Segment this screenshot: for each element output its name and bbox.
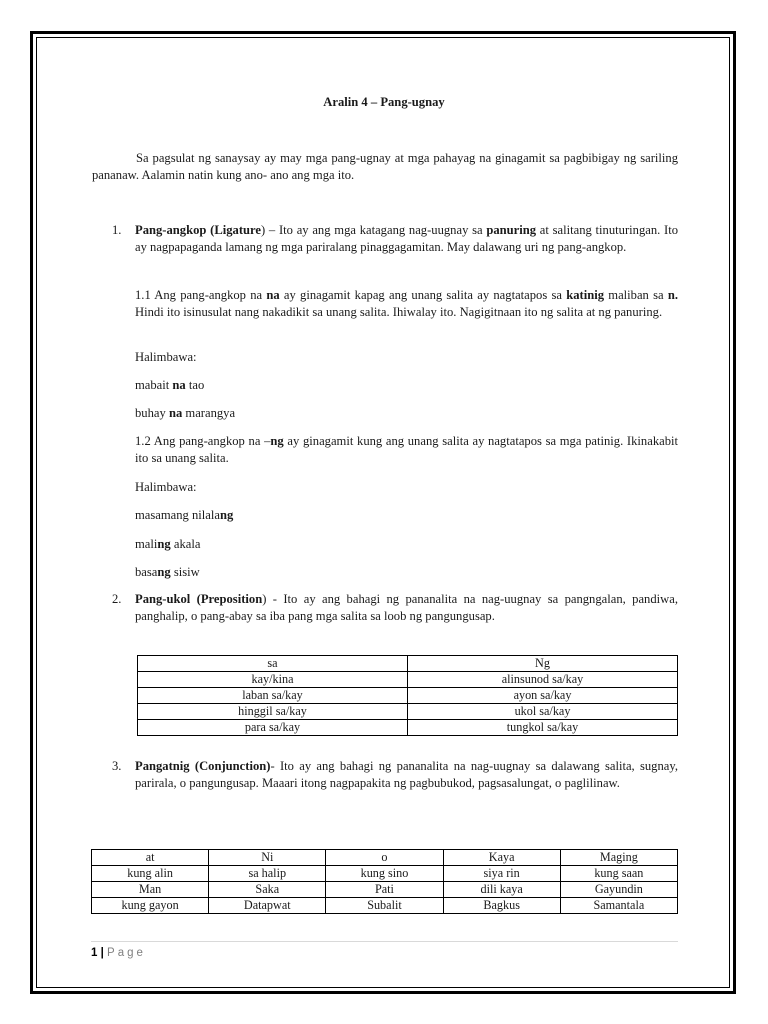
table-cell: alinsunod sa/kay	[408, 672, 678, 688]
pangatnig-table	[91, 849, 678, 914]
list-item-pang-ukol: 2. Pang-ukol (Preposition) - Ito ay ang bahagi ng pananalita na nag-uugnay sa pangngalan, pandiwa, panghalip, o pang-abay sa iba pang mga salita sa loob ng pangungusap.	[112, 592, 678, 623]
table-cell: kung alin	[92, 866, 209, 882]
table-cell: o	[326, 850, 443, 866]
table-cell: siya rin	[443, 866, 560, 882]
table-cell: Saka	[209, 882, 326, 898]
table-row	[138, 672, 678, 688]
subsection-1-2: 1.2 Ang pang-angkop na –ng ay ginagamit kung ang unang salita ay nagtatapos sa mga patinig. Ikinakabit ito sa unang salita.	[135, 434, 678, 465]
example-label: Halimbawa:	[135, 350, 197, 364]
page-label: Page	[107, 947, 146, 959]
table-row	[138, 688, 678, 704]
table-cell: ukol sa/kay	[408, 704, 678, 720]
table-cell: laban sa/kay	[138, 688, 408, 704]
lesson-title: Aralin 4 – Pang-ugnay	[323, 95, 445, 109]
table-cell: Subalit	[326, 898, 443, 914]
table-cell: kay/kina	[138, 672, 408, 688]
table-row	[92, 850, 678, 866]
table-cell: at	[92, 850, 209, 866]
table-cell: para sa/kay	[138, 720, 408, 736]
table-cell: Ng	[408, 656, 678, 672]
table-cell: sa	[138, 656, 408, 672]
table-cell: hinggil sa/kay	[138, 704, 408, 720]
list-number: 3.	[112, 759, 122, 773]
list-item-pang-angkop: 1. Pang-angkop (Ligature) – Ito ay ang mga katagang nag-uugnay sa panuring at salitang tinuturingan. Ito ay nagpapaganda lamang ng mga pariralang pinaggagamitan. May dalawang uri ng pang-angkop.	[112, 223, 679, 254]
table-row	[92, 898, 678, 914]
table-cell: Ni	[209, 850, 326, 866]
table-row	[138, 704, 678, 720]
table-cell: Maging	[560, 850, 677, 866]
term-pang-ukol: Pang-ukol (Preposition	[135, 592, 263, 606]
table-cell: kung sino	[326, 866, 443, 882]
table-cell: ayon sa/kay	[408, 688, 678, 704]
pang-ukol-table	[137, 655, 678, 736]
example-label: Halimbawa:	[135, 480, 197, 494]
term-pang-angkop: Pang-angkop (Ligature	[135, 223, 261, 237]
table-cell: Samantala	[560, 898, 677, 914]
page-number: 1	[91, 947, 98, 959]
term-pangatnig: Pangatnig (Conjunction)	[135, 759, 271, 773]
table-cell: Pati	[326, 882, 443, 898]
table-row	[138, 656, 678, 672]
bold-panuring: panuring	[486, 223, 537, 237]
example-line: buhay na marangya	[135, 406, 236, 420]
table-cell: kung gayon	[92, 898, 209, 914]
table-cell: Datapwat	[209, 898, 326, 914]
table-row	[138, 720, 678, 736]
intro-paragraph: Sa pagsulat ng sanaysay ay may mga pang-ugnay at mga pahayag na ginagamit sa pagbibigay ng sariling pananaw. Aalamin natin kung ano- ano ang mga ito.	[92, 151, 678, 182]
example-line: mabait na tao	[135, 378, 205, 392]
table-cell: Bagkus	[443, 898, 560, 914]
example-line: masamang nilalang	[135, 508, 234, 522]
footer-divider	[91, 941, 678, 942]
list-number: 1.	[112, 223, 122, 237]
table-cell: tungkol sa/kay	[408, 720, 678, 736]
subsection-1-1: 1.1 Ang pang-angkop na na ay ginagamit kapag ang unang salita ay nagtatapos sa katinig maliban sa n. Hindi ito isinusulat nang nakadikit sa unang salita. Ihiwalay ito. Nagigitnaan ito ng salita at ng panuring.	[135, 288, 678, 319]
table-cell: Kaya	[443, 850, 560, 866]
footer-separator: |	[100, 947, 104, 959]
table-cell: dili kaya	[443, 882, 560, 898]
page-footer	[91, 945, 146, 962]
table-cell: kung saan	[560, 866, 677, 882]
example-line: maling akala	[135, 537, 201, 551]
example-line: basang sisiw	[135, 565, 200, 579]
table-cell: Man	[92, 882, 209, 898]
list-number: 2.	[112, 592, 122, 606]
list-item-pangatnig: 3. Pangatnig (Conjunction)- Ito ay ang bahagi ng pananalita na nag-uugnay sa dalawang salita, sugnay, parirala, o pangungusap. Maaari itong nagpapakita ng pagbubukod, pagsasalungat, o paglilinaw.	[112, 759, 678, 790]
table-cell: Gayundin	[560, 882, 677, 898]
table-row	[92, 866, 678, 882]
table-row	[92, 882, 678, 898]
table-cell: sa halip	[209, 866, 326, 882]
